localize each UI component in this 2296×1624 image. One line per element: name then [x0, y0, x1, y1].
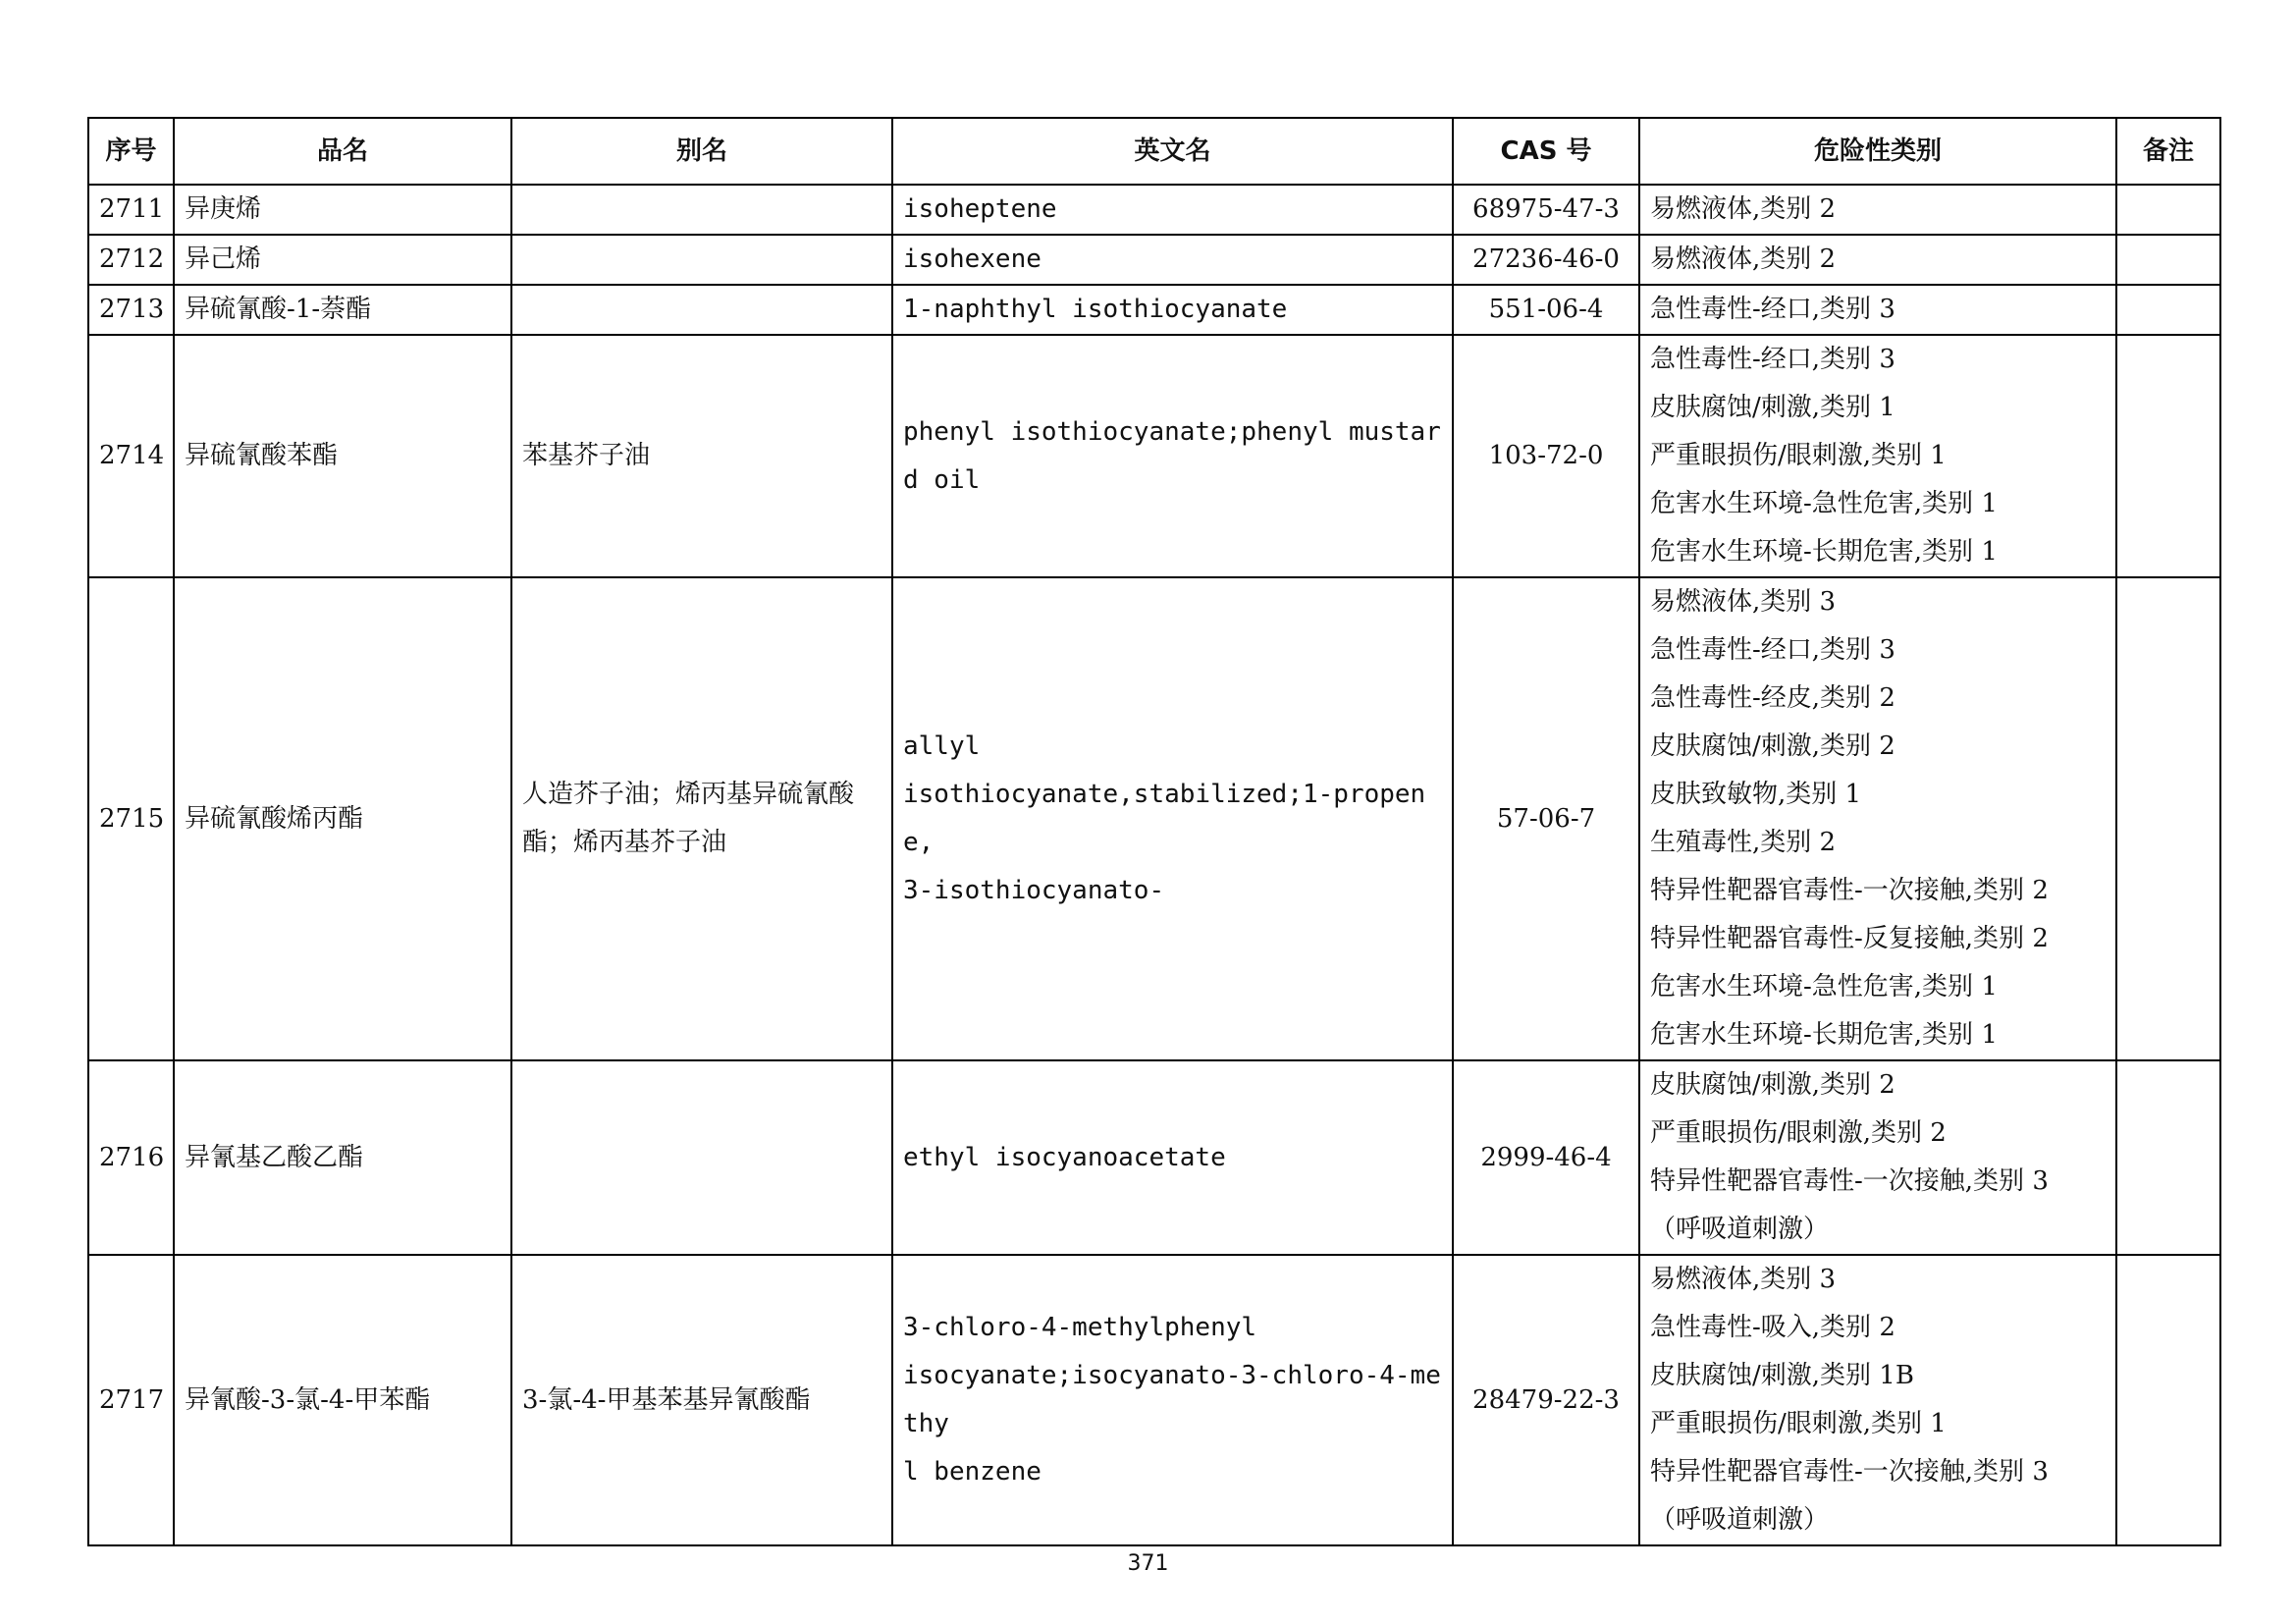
cell-cas-number: 2999-46-4: [1453, 1060, 1639, 1255]
cell-alias: [511, 235, 892, 285]
cell-product-name: 异氰基乙酸乙酯: [174, 1060, 511, 1255]
cell-remark: [2116, 1060, 2220, 1255]
hazard-line: 特异性靶器官毒性-反复接触,类别 2: [1650, 924, 2049, 953]
cell-alias: [511, 285, 892, 335]
header-alias: 别名: [511, 118, 892, 185]
hazard-line: 严重眼损伤/眼刺激,类别 2: [1650, 1118, 1947, 1148]
hazard-line: 易燃液体,类别 2: [1650, 244, 1837, 274]
table-row: [88, 1255, 2220, 1545]
cell-cas-number: 28479-22-3: [1453, 1255, 1639, 1545]
header-cas-number: CAS 号: [1453, 118, 1639, 185]
table-row: [88, 185, 2220, 235]
cell-serial-number: 2716: [88, 1060, 174, 1255]
english-name-line: isocyanate;isocyanato-3-chloro-4-methy: [903, 1361, 1441, 1438]
hazard-line: （呼吸道刺激）: [1650, 1505, 1830, 1535]
cell-english-name: [892, 285, 1453, 335]
cell-alias: 苯基芥子油: [511, 335, 892, 577]
cell-remark: [2116, 285, 2220, 335]
hazard-line: 危害水生环境-长期危害,类别 1: [1650, 537, 1998, 567]
english-name-line: isothiocyanate,stabilized;1-propene,: [903, 780, 1426, 857]
cell-hazard-category: [1639, 577, 2116, 1060]
cell-english-name: [892, 1255, 1453, 1545]
cell-cas-number: 57-06-7: [1453, 577, 1639, 1060]
english-name-line: 3-chloro-4-methylphenyl: [903, 1313, 1257, 1342]
english-name-line: isohexene: [903, 244, 1041, 274]
cell-hazard-category: [1639, 1060, 2116, 1255]
hazard-line: 危害水生环境-长期危害,类别 1: [1650, 1020, 1998, 1050]
cell-english-name: [892, 335, 1453, 577]
english-name-line: 3-isothiocyanato-: [903, 876, 1165, 905]
cell-alias: [511, 185, 892, 235]
hazard-line: （呼吸道刺激）: [1650, 1215, 1830, 1244]
hazard-line: 皮肤致敏物,类别 1: [1650, 780, 1862, 809]
english-name-line: isoheptene: [903, 194, 1057, 224]
cell-product-name: 异硫氰酸-1-萘酯: [174, 285, 511, 335]
hazard-line: 易燃液体,类别 2: [1650, 194, 1837, 224]
cell-product-name: 异庚烯: [174, 185, 511, 235]
hazard-line: 急性毒性-经口,类别 3: [1650, 345, 1896, 374]
hazard-line: 皮肤腐蚀/刺激,类别 1B: [1650, 1361, 1914, 1390]
hazard-line: 危害水生环境-急性危害,类别 1: [1650, 972, 1998, 1001]
cell-remark: [2116, 577, 2220, 1060]
cell-cas-number: 551-06-4: [1453, 285, 1639, 335]
header-remark: 备注: [2116, 118, 2220, 185]
cell-alias: 3-氯-4-甲基苯基异氰酸酯: [511, 1255, 892, 1545]
hazard-line: 严重眼损伤/眼刺激,类别 1: [1650, 441, 1947, 470]
cell-remark: [2116, 235, 2220, 285]
cell-hazard-category: [1639, 285, 2116, 335]
header-english-name: 英文名: [892, 118, 1453, 185]
cell-hazard-category: [1639, 1255, 2116, 1545]
hazard-line: 皮肤腐蚀/刺激,类别 1: [1650, 393, 1896, 422]
english-name-line: ethyl isocyanoacetate: [903, 1142, 1226, 1172]
cell-serial-number: 2714: [88, 335, 174, 577]
hazard-line: 皮肤腐蚀/刺激,类别 2: [1650, 1070, 1896, 1100]
cell-serial-number: 2717: [88, 1255, 174, 1545]
hazard-line: 严重眼损伤/眼刺激,类别 1: [1650, 1409, 1947, 1438]
cell-english-name: [892, 235, 1453, 285]
cell-hazard-category: [1639, 185, 2116, 235]
cell-alias: [511, 1060, 892, 1255]
header-product-name: 品名: [174, 118, 511, 185]
cell-english-name: [892, 1060, 1453, 1255]
cell-cas-number: 103-72-0: [1453, 335, 1639, 577]
table-row: [88, 577, 2220, 1060]
hazard-line: 急性毒性-吸入,类别 2: [1650, 1313, 1896, 1342]
hazard-line: 危害水生环境-急性危害,类别 1: [1650, 489, 1998, 518]
header-serial-number: 序号: [88, 118, 174, 185]
cell-product-name: 异己烯: [174, 235, 511, 285]
table-header-row: [88, 118, 2220, 185]
cell-serial-number: 2715: [88, 577, 174, 1060]
english-name-line: l benzene: [903, 1457, 1041, 1487]
hazard-line: 生殖毒性,类别 2: [1650, 828, 1837, 857]
cell-hazard-category: [1639, 335, 2116, 577]
hazard-line: 易燃液体,类别 3: [1650, 587, 1837, 617]
header-hazard-category: 危险性类别: [1639, 118, 2116, 185]
cell-remark: [2116, 335, 2220, 577]
cell-cas-number: 68975-47-3: [1453, 185, 1639, 235]
hazard-line: 急性毒性-经口,类别 3: [1650, 635, 1896, 665]
cell-english-name: [892, 185, 1453, 235]
hazardous-chemicals-table: [87, 117, 2221, 1546]
hazard-line: 急性毒性-经口,类别 3: [1650, 295, 1896, 324]
hazard-line: 特异性靶器官毒性-一次接触,类别 2: [1650, 876, 2049, 905]
english-name-line: allyl: [903, 731, 981, 761]
cell-product-name: 异硫氰酸烯丙酯: [174, 577, 511, 1060]
cell-hazard-category: [1639, 235, 2116, 285]
cell-product-name: 异硫氰酸苯酯: [174, 335, 511, 577]
table-row: [88, 335, 2220, 577]
english-name-line: 1-naphthyl isothiocyanate: [903, 295, 1288, 324]
cell-serial-number: 2712: [88, 235, 174, 285]
page-number: 371: [1127, 1551, 1169, 1576]
cell-remark: [2116, 185, 2220, 235]
table-row: [88, 1060, 2220, 1255]
cell-product-name: 异氰酸-3-氯-4-甲苯酯: [174, 1255, 511, 1545]
cell-cas-number: 27236-46-0: [1453, 235, 1639, 285]
hazard-line: 特异性靶器官毒性-一次接触,类别 3: [1650, 1457, 2049, 1487]
cell-alias: 人造芥子油；烯丙基异硫氰酸酯；烯丙基芥子油: [511, 577, 892, 1060]
hazard-line: 急性毒性-经皮,类别 2: [1650, 683, 1896, 713]
cell-remark: [2116, 1255, 2220, 1545]
cell-english-name: [892, 577, 1453, 1060]
hazard-line: 易燃液体,类别 3: [1650, 1265, 1837, 1294]
hazard-line: 皮肤腐蚀/刺激,类别 2: [1650, 731, 1896, 761]
hazard-line: 特异性靶器官毒性-一次接触,类别 3: [1650, 1166, 2049, 1196]
table-row: [88, 235, 2220, 285]
cell-serial-number: 2713: [88, 285, 174, 335]
cell-serial-number: 2711: [88, 185, 174, 235]
table-row: [88, 285, 2220, 335]
english-name-line: phenyl isothiocyanate;phenyl mustard oil: [903, 416, 1441, 495]
